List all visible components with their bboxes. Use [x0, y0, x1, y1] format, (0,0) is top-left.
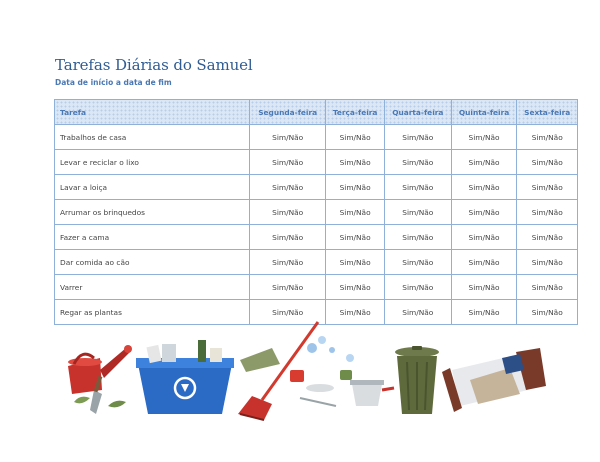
column-header: Sexta-feira — [517, 100, 578, 125]
status-cell[interactable]: Sim/Não — [250, 175, 326, 200]
status-cell[interactable]: Sim/Não — [384, 150, 451, 175]
status-cell[interactable]: Sim/Não — [250, 200, 326, 225]
page-title: Tarefas Diárias do Samuel — [55, 56, 253, 74]
status-cell[interactable]: Sim/Não — [326, 225, 385, 250]
status-cell[interactable]: Sim/Não — [517, 250, 578, 275]
status-cell[interactable]: Sim/Não — [384, 175, 451, 200]
status-cell[interactable]: Sim/Não — [451, 225, 517, 250]
status-cell[interactable]: Sim/Não — [384, 200, 451, 225]
header-row — [55, 100, 578, 125]
task-cell[interactable]: Varrer — [55, 275, 250, 300]
task-cell[interactable]: Levar e reciclar o lixo — [55, 150, 250, 175]
status-cell[interactable]: Sim/Não — [451, 300, 517, 325]
status-cell[interactable]: Sim/Não — [451, 275, 517, 300]
status-cell[interactable]: Sim/Não — [517, 175, 578, 200]
table-row — [55, 250, 578, 275]
table-row — [55, 175, 578, 200]
status-cell[interactable]: Sim/Não — [326, 300, 385, 325]
status-cell[interactable]: Sim/Não — [250, 150, 326, 175]
column-header: Tarefa — [55, 100, 250, 125]
status-cell[interactable]: Sim/Não — [326, 175, 385, 200]
status-cell[interactable]: Sim/Não — [326, 150, 385, 175]
status-cell[interactable]: Sim/Não — [326, 275, 385, 300]
task-cell[interactable]: Fazer a cama — [55, 225, 250, 250]
status-cell[interactable]: Sim/Não — [451, 150, 517, 175]
status-cell[interactable]: Sim/Não — [326, 125, 385, 150]
table-row — [55, 125, 578, 150]
status-cell[interactable]: Sim/Não — [384, 225, 451, 250]
status-cell[interactable]: Sim/Não — [384, 250, 451, 275]
table-row — [55, 275, 578, 300]
column-header: Quarta-feira — [384, 100, 451, 125]
status-cell[interactable]: Sim/Não — [384, 275, 451, 300]
column-header: Segunda-feira — [250, 100, 326, 125]
status-cell[interactable]: Sim/Não — [451, 250, 517, 275]
status-cell[interactable]: Sim/Não — [451, 200, 517, 225]
status-cell[interactable]: Sim/Não — [250, 225, 326, 250]
status-cell[interactable]: Sim/Não — [250, 275, 326, 300]
task-cell[interactable]: Lavar a loiça — [55, 175, 250, 200]
trash-can-icon — [395, 346, 439, 414]
column-header: Quinta-feira — [451, 100, 517, 125]
recycling-bin-icon — [136, 340, 234, 414]
task-cell[interactable]: Regar as plantas — [55, 300, 250, 325]
task-cell[interactable]: Arrumar os brinquedos — [55, 200, 250, 225]
table-row — [55, 150, 578, 175]
dustpan-icon — [240, 348, 280, 372]
bed-icon — [442, 348, 546, 412]
status-cell[interactable]: Sim/Não — [517, 275, 578, 300]
task-cell[interactable]: Trabalhos de casa — [55, 125, 250, 150]
status-cell[interactable]: Sim/Não — [517, 200, 578, 225]
date-range: Data de início a data de fim — [55, 78, 172, 87]
status-cell[interactable]: Sim/Não — [517, 300, 578, 325]
watering-can-icon — [68, 345, 132, 394]
status-cell[interactable]: Sim/Não — [517, 150, 578, 175]
status-cell[interactable]: Sim/Não — [517, 225, 578, 250]
table-row — [55, 200, 578, 225]
dishes-icon — [290, 336, 394, 406]
column-header: Terça-feira — [326, 100, 385, 125]
status-cell[interactable]: Sim/Não — [326, 200, 385, 225]
status-cell[interactable]: Sim/Não — [250, 300, 326, 325]
status-cell[interactable]: Sim/Não — [451, 125, 517, 150]
status-cell[interactable]: Sim/Não — [384, 300, 451, 325]
status-cell[interactable]: Sim/Não — [384, 125, 451, 150]
chores-table — [54, 99, 578, 325]
status-cell[interactable]: Sim/Não — [250, 125, 326, 150]
table-row — [55, 225, 578, 250]
task-cell[interactable]: Dar comida ao cão — [55, 250, 250, 275]
status-cell[interactable]: Sim/Não — [451, 175, 517, 200]
status-cell[interactable]: Sim/Não — [250, 250, 326, 275]
chores-illustration — [50, 318, 550, 428]
status-cell[interactable]: Sim/Não — [517, 125, 578, 150]
status-cell[interactable]: Sim/Não — [326, 250, 385, 275]
